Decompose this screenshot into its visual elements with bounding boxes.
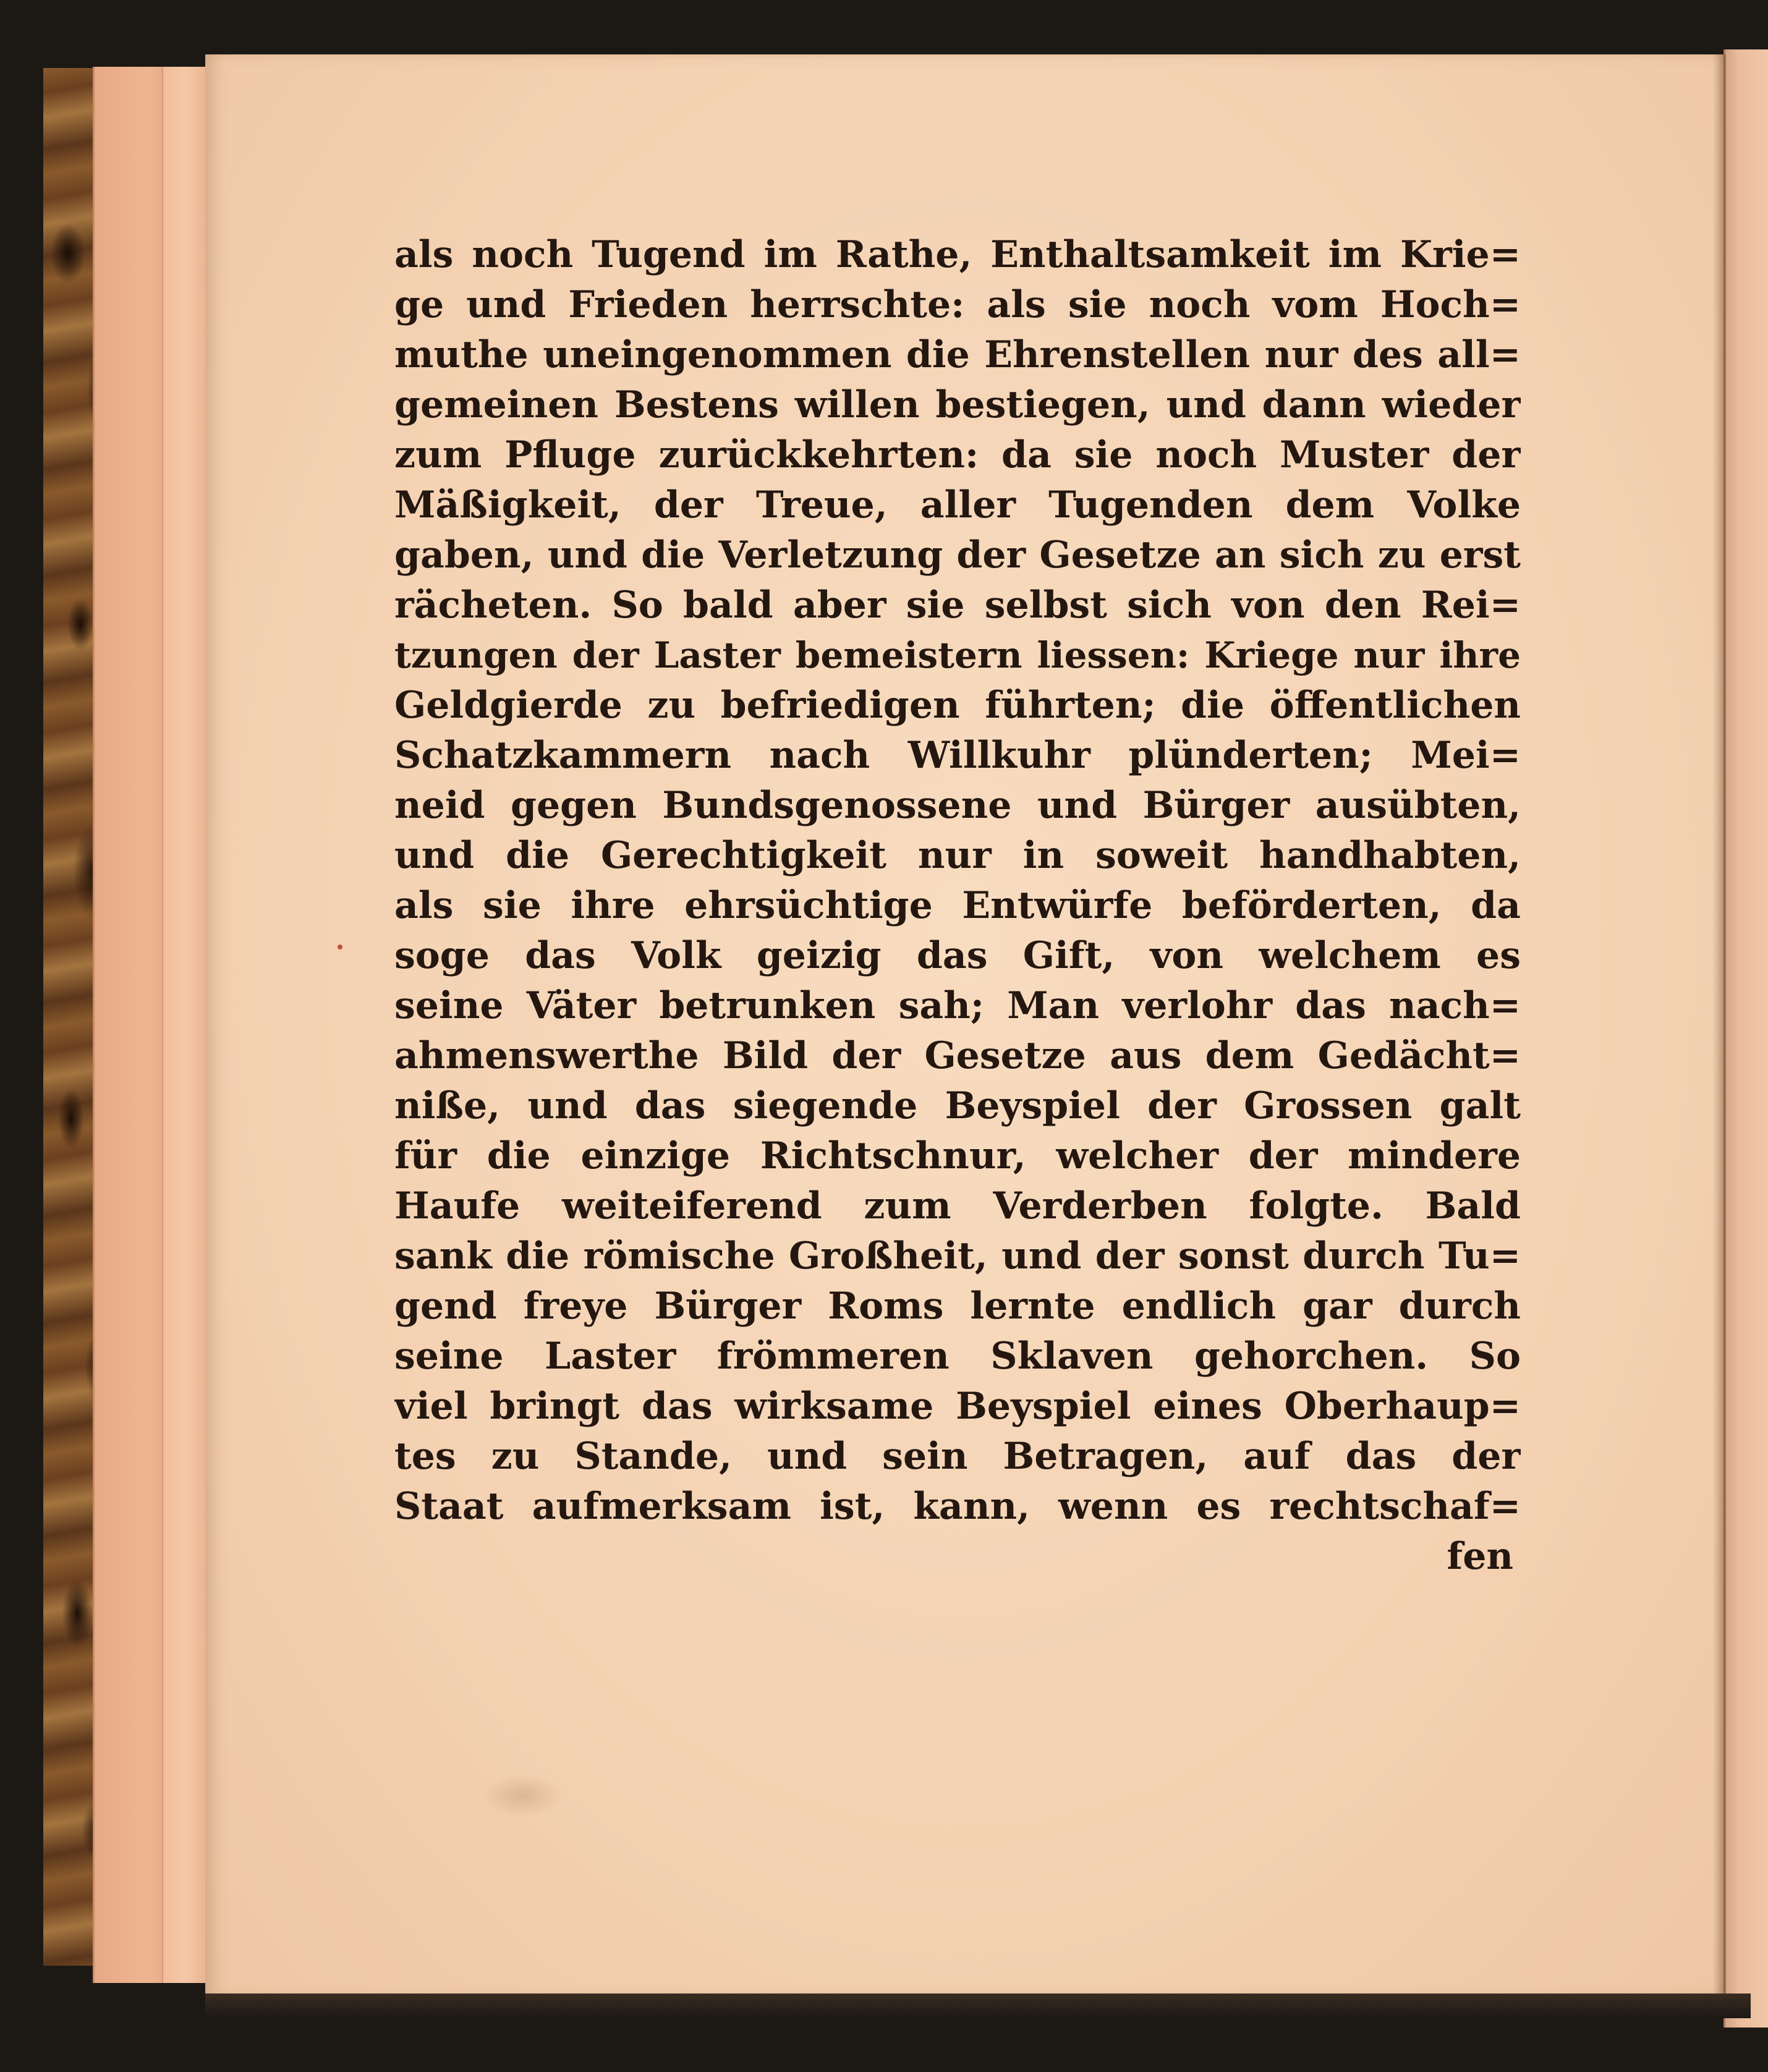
next-page-edge <box>1723 49 1768 2027</box>
text-line: ahmenswerthe Bild der Gesetze aus dem Gedächt= <box>394 1034 1521 1077</box>
text-line: Mäßigkeit, der Treue, aller Tugenden dem Volke <box>394 483 1521 527</box>
text-line: gaben, und die Verletzung der Gesetze an sich zu erst <box>394 533 1521 577</box>
catchword: fen <box>1447 1535 1513 1578</box>
text-line: gend freye Bürger Roms lernte endlich gar durch <box>394 1284 1521 1328</box>
flyleaf-edge <box>162 67 208 1983</box>
text-line: tes zu Stande, und sein Betragen, auf das der <box>394 1435 1521 1478</box>
text-line: gemeinen Bestens willen bestiegen, und dann wieder <box>394 383 1521 427</box>
text-line: Schatzkammern nach Willkuhr plünderten; Mei= <box>394 734 1521 777</box>
text-line: soge das Volk geizig das Gift, von welchem es <box>394 934 1521 977</box>
text-line: als sie ihre ehrsüchtige Entwürfe beförderten, da <box>394 884 1521 927</box>
text-line: Haufe weiteiferend zum Verderben folgte. Bald <box>394 1184 1521 1228</box>
text-line: Staat aufmerksam ist, kann, wenn es rechtschaf= <box>394 1485 1521 1528</box>
red-speck <box>338 945 342 949</box>
text-line: tzungen der Laster bemeistern liessen: Kriege nur ihre <box>394 634 1521 676</box>
page-fold-shadow <box>1712 54 1726 1997</box>
text-line: und die Gerechtigkeit nur in soweit handhabten, <box>394 834 1521 877</box>
text-line: neid gegen Bundsgenossene und Bürger ausübten, <box>394 784 1521 827</box>
text-line: seine Väter betrunken sah; Man verlohr das nach= <box>394 984 1521 1027</box>
text-line: für die einzige Richtschnur, welcher der mindere <box>394 1134 1521 1178</box>
text-line: sank die römische Großheit, und der sonst durch Tu= <box>394 1234 1521 1278</box>
page-bottom-shadow <box>205 1993 1751 2018</box>
text-line: muthe uneingenommen die Ehrenstellen nur des all= <box>394 333 1521 376</box>
text-line: viel bringt das wirksame Beyspiel eines Oberhaup= <box>394 1385 1521 1428</box>
text-line: rächeten. So bald aber sie selbst sich von den Rei= <box>394 584 1521 627</box>
text-line: Geldgierde zu befriedigen führten; die öffentlichen <box>394 684 1521 727</box>
text-line: zum Pfluge zurückkehrten: da sie noch Muster der <box>394 433 1521 477</box>
body-text <box>394 230 1521 1582</box>
text-line: seine Laster frömmeren Sklaven gehorchen. So <box>394 1335 1521 1378</box>
text-line: ge und Frieden herrschte: als sie noch vom Hoch= <box>394 283 1521 326</box>
text-line: niße, und das siegende Beyspiel der Grossen galt <box>394 1084 1521 1127</box>
text-line: als noch Tugend im Rathe, Enthaltsamkeit im Krie= <box>394 233 1521 276</box>
ink-stain <box>482 1774 563 1817</box>
